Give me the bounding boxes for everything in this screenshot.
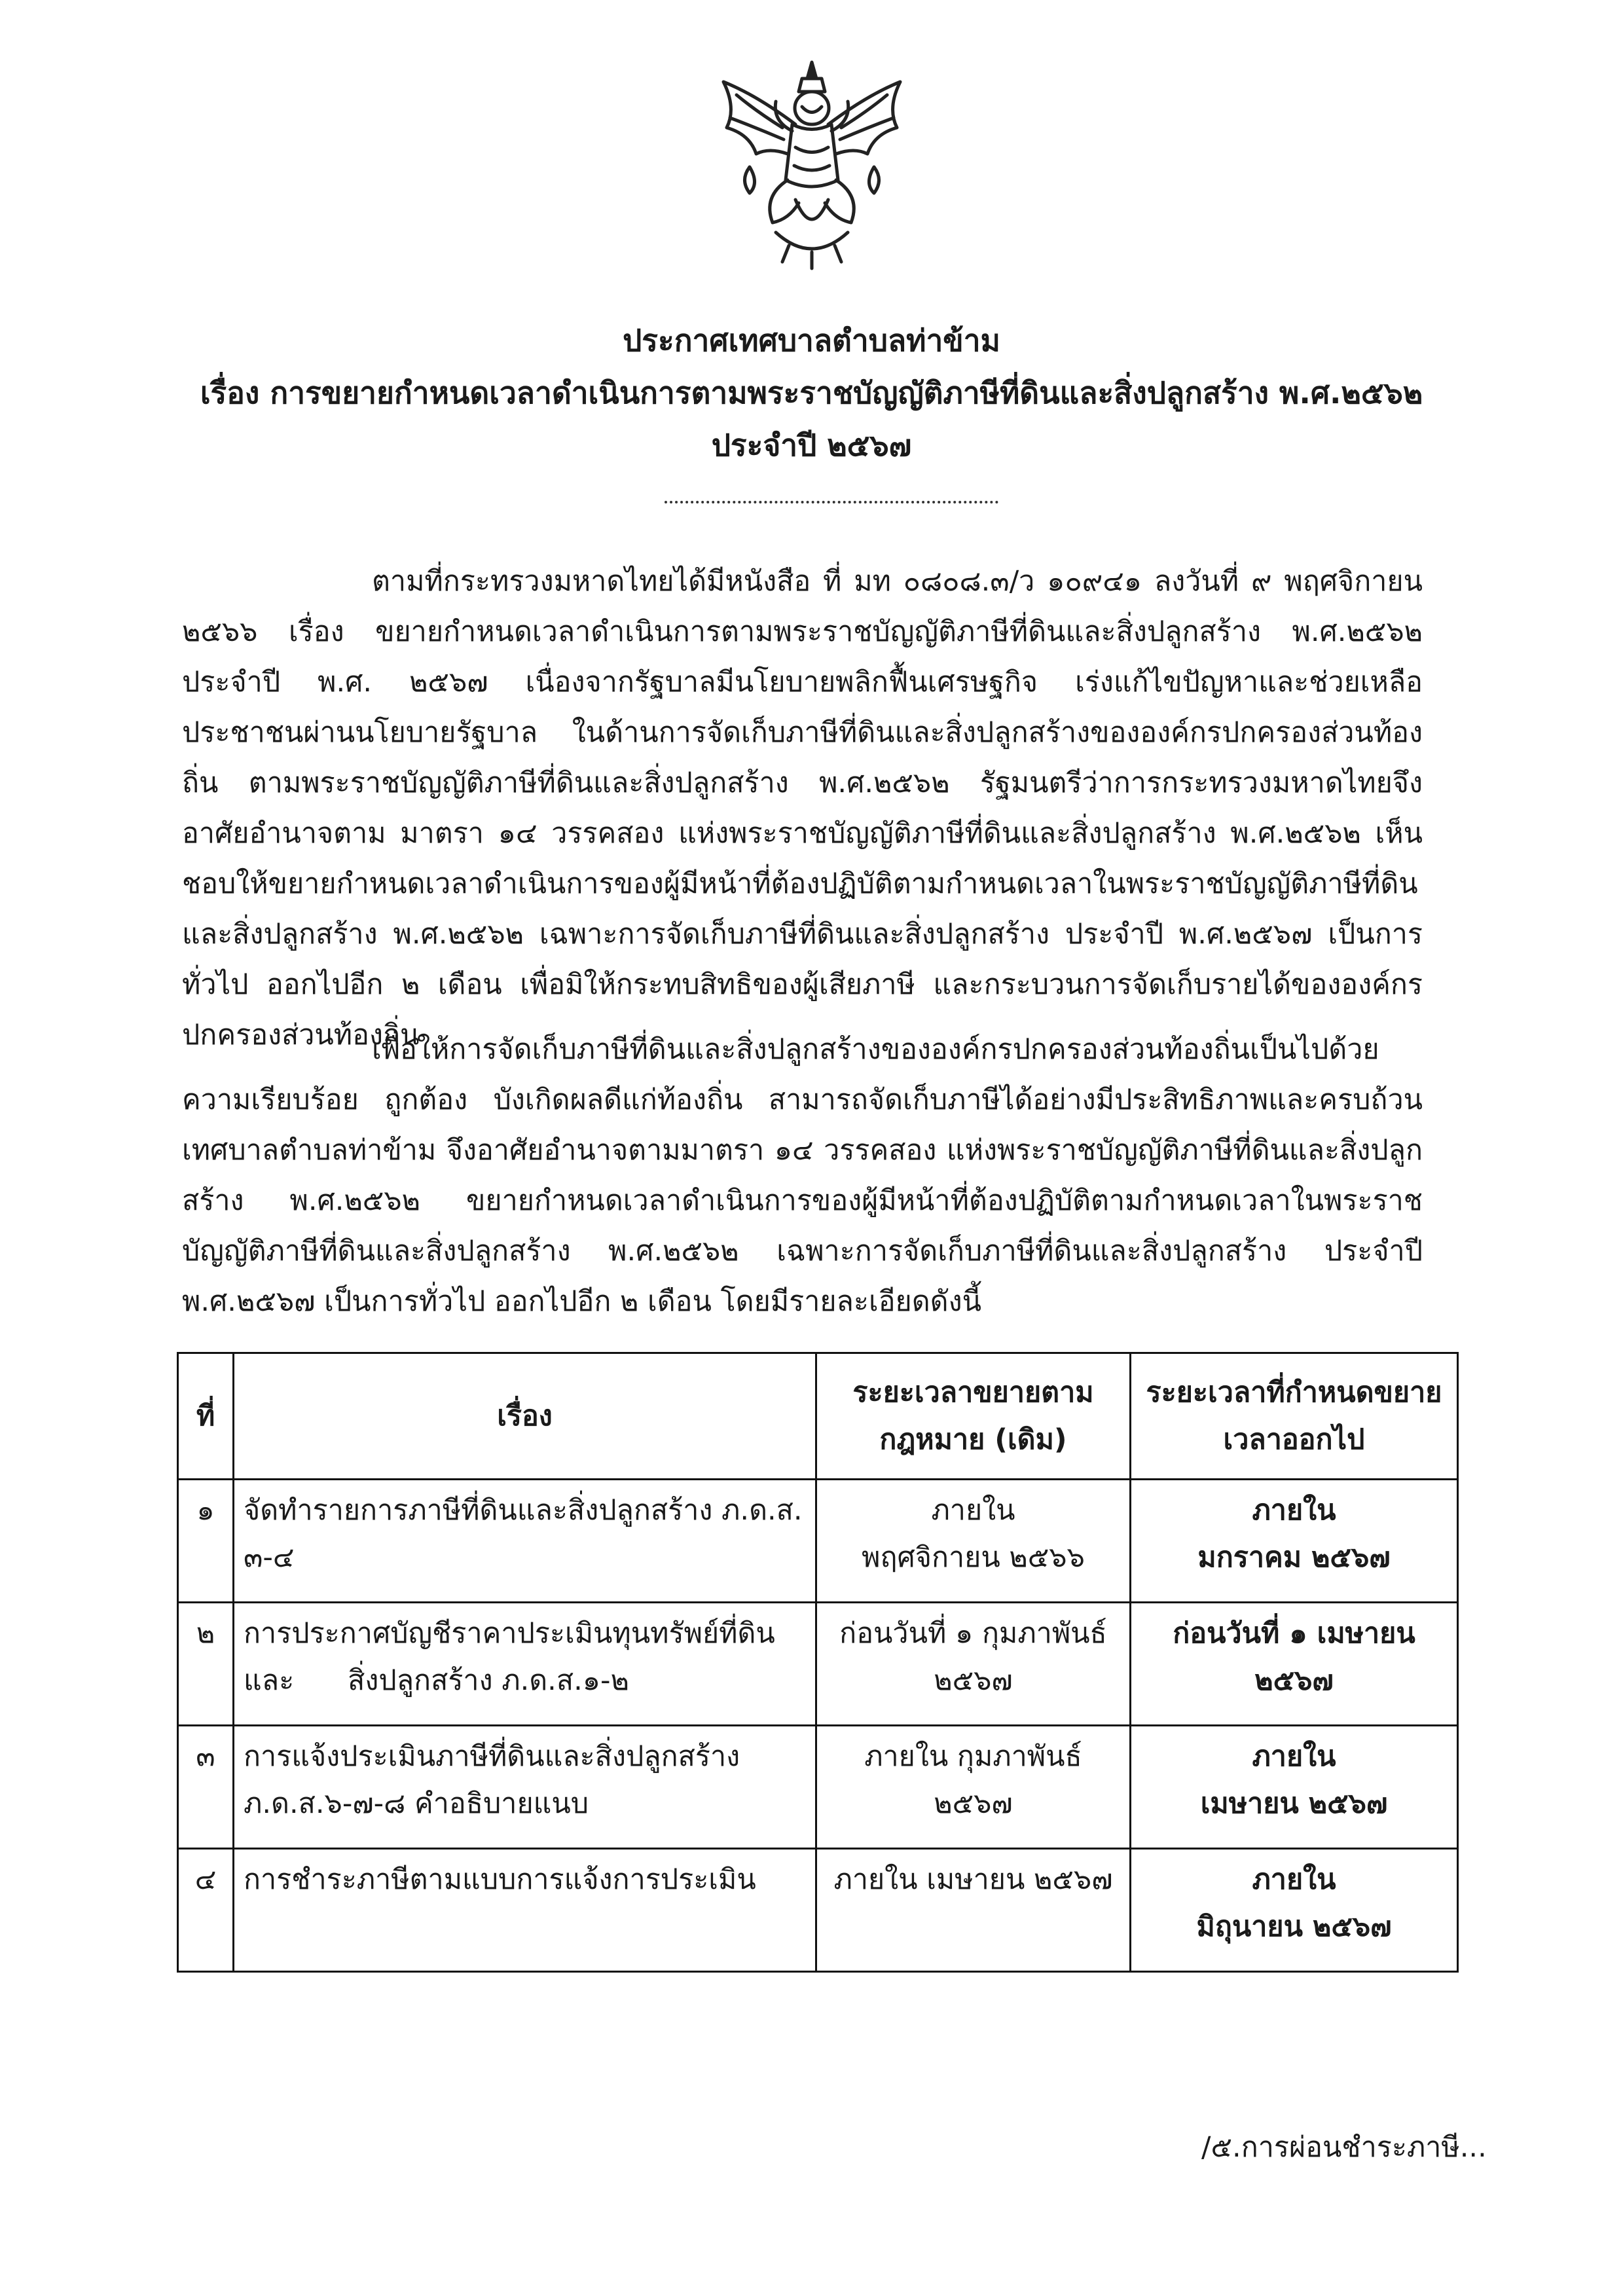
body-paragraph-1 — [182, 556, 1423, 1061]
row-extended-line-2: มิถุนายน ๒๕๖๗ — [1196, 1910, 1392, 1943]
row-topic — [234, 1603, 816, 1726]
announcement-year: ประจำปี ๒๕๖๗ — [711, 428, 912, 463]
table-row — [178, 1603, 1458, 1726]
row-original-period — [816, 1849, 1131, 1972]
table-header-row — [178, 1353, 1458, 1480]
header-original-line-1: ระยะเวลาขยายตาม — [852, 1376, 1094, 1409]
title-block — [0, 314, 1623, 471]
garuda-emblem-icon — [710, 56, 913, 272]
row-extended-line-1: ภายใน — [1252, 1863, 1336, 1896]
row-extended-line-1: ภายใน — [1252, 1740, 1336, 1773]
header-original-period — [816, 1353, 1131, 1480]
row-topic-line-2: ๓-๔ — [244, 1541, 295, 1574]
row-topic-line-2: ภ.ด.ส.๖-๗-๘ คำอธิบายแนบ — [244, 1787, 589, 1820]
row-extended-period — [1131, 1480, 1458, 1603]
body-paragraph-2 — [182, 1025, 1423, 1327]
row-original-line-2: ๒๕๖๗ — [934, 1664, 1013, 1697]
table-row — [178, 1849, 1458, 1972]
row-topic-line-1: จัดทำรายการภาษีที่ดินและสิ่งปลูกสร้าง ภ.ด.ส. — [244, 1494, 803, 1527]
header-num — [178, 1353, 234, 1480]
announcement-subject: เรื่อง การขยายกำหนดเวลาดำเนินการตามพระราชบัญญัติภาษีที่ดินและสิ่งปลูกสร้าง พ.ศ.๒๕๖๒ — [200, 375, 1423, 410]
row-extended-line-1: ก่อนวันที่ ๑ เมษายน — [1173, 1617, 1415, 1650]
row-original-line-1: ภายใน เมษายน ๒๕๖๗ — [833, 1863, 1113, 1896]
row-extended-period — [1131, 1603, 1458, 1726]
row-extended-period — [1131, 1726, 1458, 1849]
row-num: ๓ — [178, 1726, 234, 1849]
header-original-line-2: กฎหมาย (เดิม) — [879, 1423, 1067, 1456]
header-num-text: ที่ — [196, 1400, 215, 1432]
row-topic — [234, 1849, 816, 1972]
table-row — [178, 1726, 1458, 1849]
row-topic — [234, 1726, 816, 1849]
row-original-period — [816, 1480, 1131, 1603]
row-topic-line-1: การแจ้งประเมินภาษีที่ดินและสิ่งปลูกสร้าง — [244, 1740, 740, 1773]
row-extended-line-2: ๒๕๖๗ — [1254, 1664, 1334, 1697]
row-topic-line-2: และ สิ่งปลูกสร้าง ภ.ด.ส.๑-๒ — [244, 1664, 629, 1697]
header-extended-period — [1131, 1353, 1458, 1480]
header-topic-text: เรื่อง — [497, 1400, 553, 1432]
row-extended-period — [1131, 1849, 1458, 1972]
dotted-divider — [665, 501, 998, 503]
continuation-note: /๕.การผ่อนชำระภาษี... — [1201, 2131, 1487, 2164]
table-row — [178, 1480, 1458, 1603]
row-original-line-1: ภายใน — [931, 1494, 1015, 1527]
row-extended-line-2: มกราคม ๒๕๖๗ — [1197, 1541, 1391, 1574]
row-original-period — [816, 1603, 1131, 1726]
header-topic — [234, 1353, 816, 1480]
row-original-line-1: ก่อนวันที่ ๑ กุมภาพันธ์ — [839, 1617, 1107, 1650]
announcement-title: ประกาศเทศบาลตำบลท่าข้าม — [623, 323, 1000, 358]
body-paragraph-1-text: ตามที่กระทรวงมหาดไทยได้มีหนังสือ ที่ มท ๐๘๐๘.๓/ว ๑๐๙๔๑ ลงวันที่ ๙ พฤศจิกายน ๒๕๖๖ เรื่อง ขยายกำหนดเวลาดำเนินการตามพระราชบัญญัติภาษีที่ดินและสิ่งปลูกสร้าง พ.ศ.๒๕๖๒ ประจำปี พ.ศ. ๒๕๖๗ เนื่องจากรัฐบาลมีนโยบายพลิกฟื้นเศรษฐกิจ เร่งแก้ไขปัญหาและช่วยเหลือประชาชนผ่านนโยบายรัฐบาล ในด้านการจัดเก็บภาษีที่ดินและสิ่งปลูกสร้างขององค์กรปกครองส่วนท้องถิ่น ตามพระราชบัญญัติภาษีที่ดินและสิ่งปลูกสร้าง พ.ศ.๒๕๖๒ รัฐมนตรีว่าการกระทรวงมหาดไทยจึงอาศัยอำนาจตาม มาตรา ๑๔ วรรคสอง แห่งพระราชบัญญัติภาษีที่ดินและสิ่งปลูกสร้าง พ.ศ.๒๕๖๒ เห็นชอบให้ขยายกำหนดเวลาดำเนินการของผู้มีหน้าที่ต้องปฏิบัติตามกำหนดเวลาในพระราชบัญญัติภาษีที่ดินและสิ่งปลูกสร้าง พ.ศ.๒๕๖๒ เฉพาะการจัดเก็บภาษีที่ดินและสิ่งปลูกสร้าง ประจำปี พ.ศ.๒๕๖๗ เป็นการทั่วไป ออกไปอีก ๒ เดือน เพื่อมิให้กระทบสิทธิของผู้เสียภาษี และกระบวนการจัดเก็บรายได้ขององค์กรปกครองส่วนท้องถิ่น — [182, 565, 1423, 1051]
row-extended-line-2: เมษายน ๒๕๖๗ — [1200, 1787, 1388, 1820]
header-extended-line-2: เวลาออกไป — [1223, 1423, 1365, 1456]
row-extended-line-1: ภายใน — [1252, 1494, 1336, 1527]
row-topic — [234, 1480, 816, 1603]
row-num: ๔ — [178, 1849, 234, 1972]
row-num: ๑ — [178, 1480, 234, 1603]
row-original-period — [816, 1726, 1131, 1849]
body-paragraph-2-text: เพื่อให้การจัดเก็บภาษีที่ดินและสิ่งปลูกสร้างขององค์กรปกครองส่วนท้องถิ่นเป็นไปด้วยความเรียบร้อย ถูกต้อง บังเกิดผลดีแก่ท้องถิ่น สามารถจัดเก็บภาษีได้อย่างมีประสิทธิภาพและครบถ้วน เทศบาลตำบลท่าข้าม จึงอาศัยอำนาจตามมาตรา ๑๔ วรรคสอง แห่งพระราชบัญญัติภาษีที่ดินและสิ่งปลูกสร้าง พ.ศ.๒๕๖๒ ขยายกำหนดเวลาดำเนินการของผู้มีหน้าที่ต้องปฏิบัติตามกำหนดเวลาในพระราชบัญญัติภาษีที่ดินและสิ่งปลูกสร้าง พ.ศ.๒๕๖๒ เฉพาะการจัดเก็บภาษีที่ดินและสิ่งปลูกสร้าง ประจำปี พ.ศ.๒๕๖๗ เป็นการทั่วไป ออกไปอีก ๒ เดือน โดยมีรายละเอียดดังนี้ — [182, 1033, 1423, 1318]
header-extended-line-1: ระยะเวลาที่กำหนดขยาย — [1146, 1376, 1442, 1409]
row-original-line-2: พฤศจิกายน ๒๕๖๖ — [862, 1541, 1085, 1574]
schedule-table — [177, 1352, 1459, 1973]
row-original-line-1: ภายใน กุมภาพันธ์ ๒๕๖๗ — [864, 1740, 1082, 1820]
row-topic-line-1: การประกาศบัญชีราคาประเมินทุนทรัพย์ที่ดิน — [244, 1617, 775, 1650]
row-num: ๒ — [178, 1603, 234, 1726]
row-topic-line-1: การชำระภาษีตามแบบการแจ้งการประเมิน — [244, 1863, 756, 1896]
